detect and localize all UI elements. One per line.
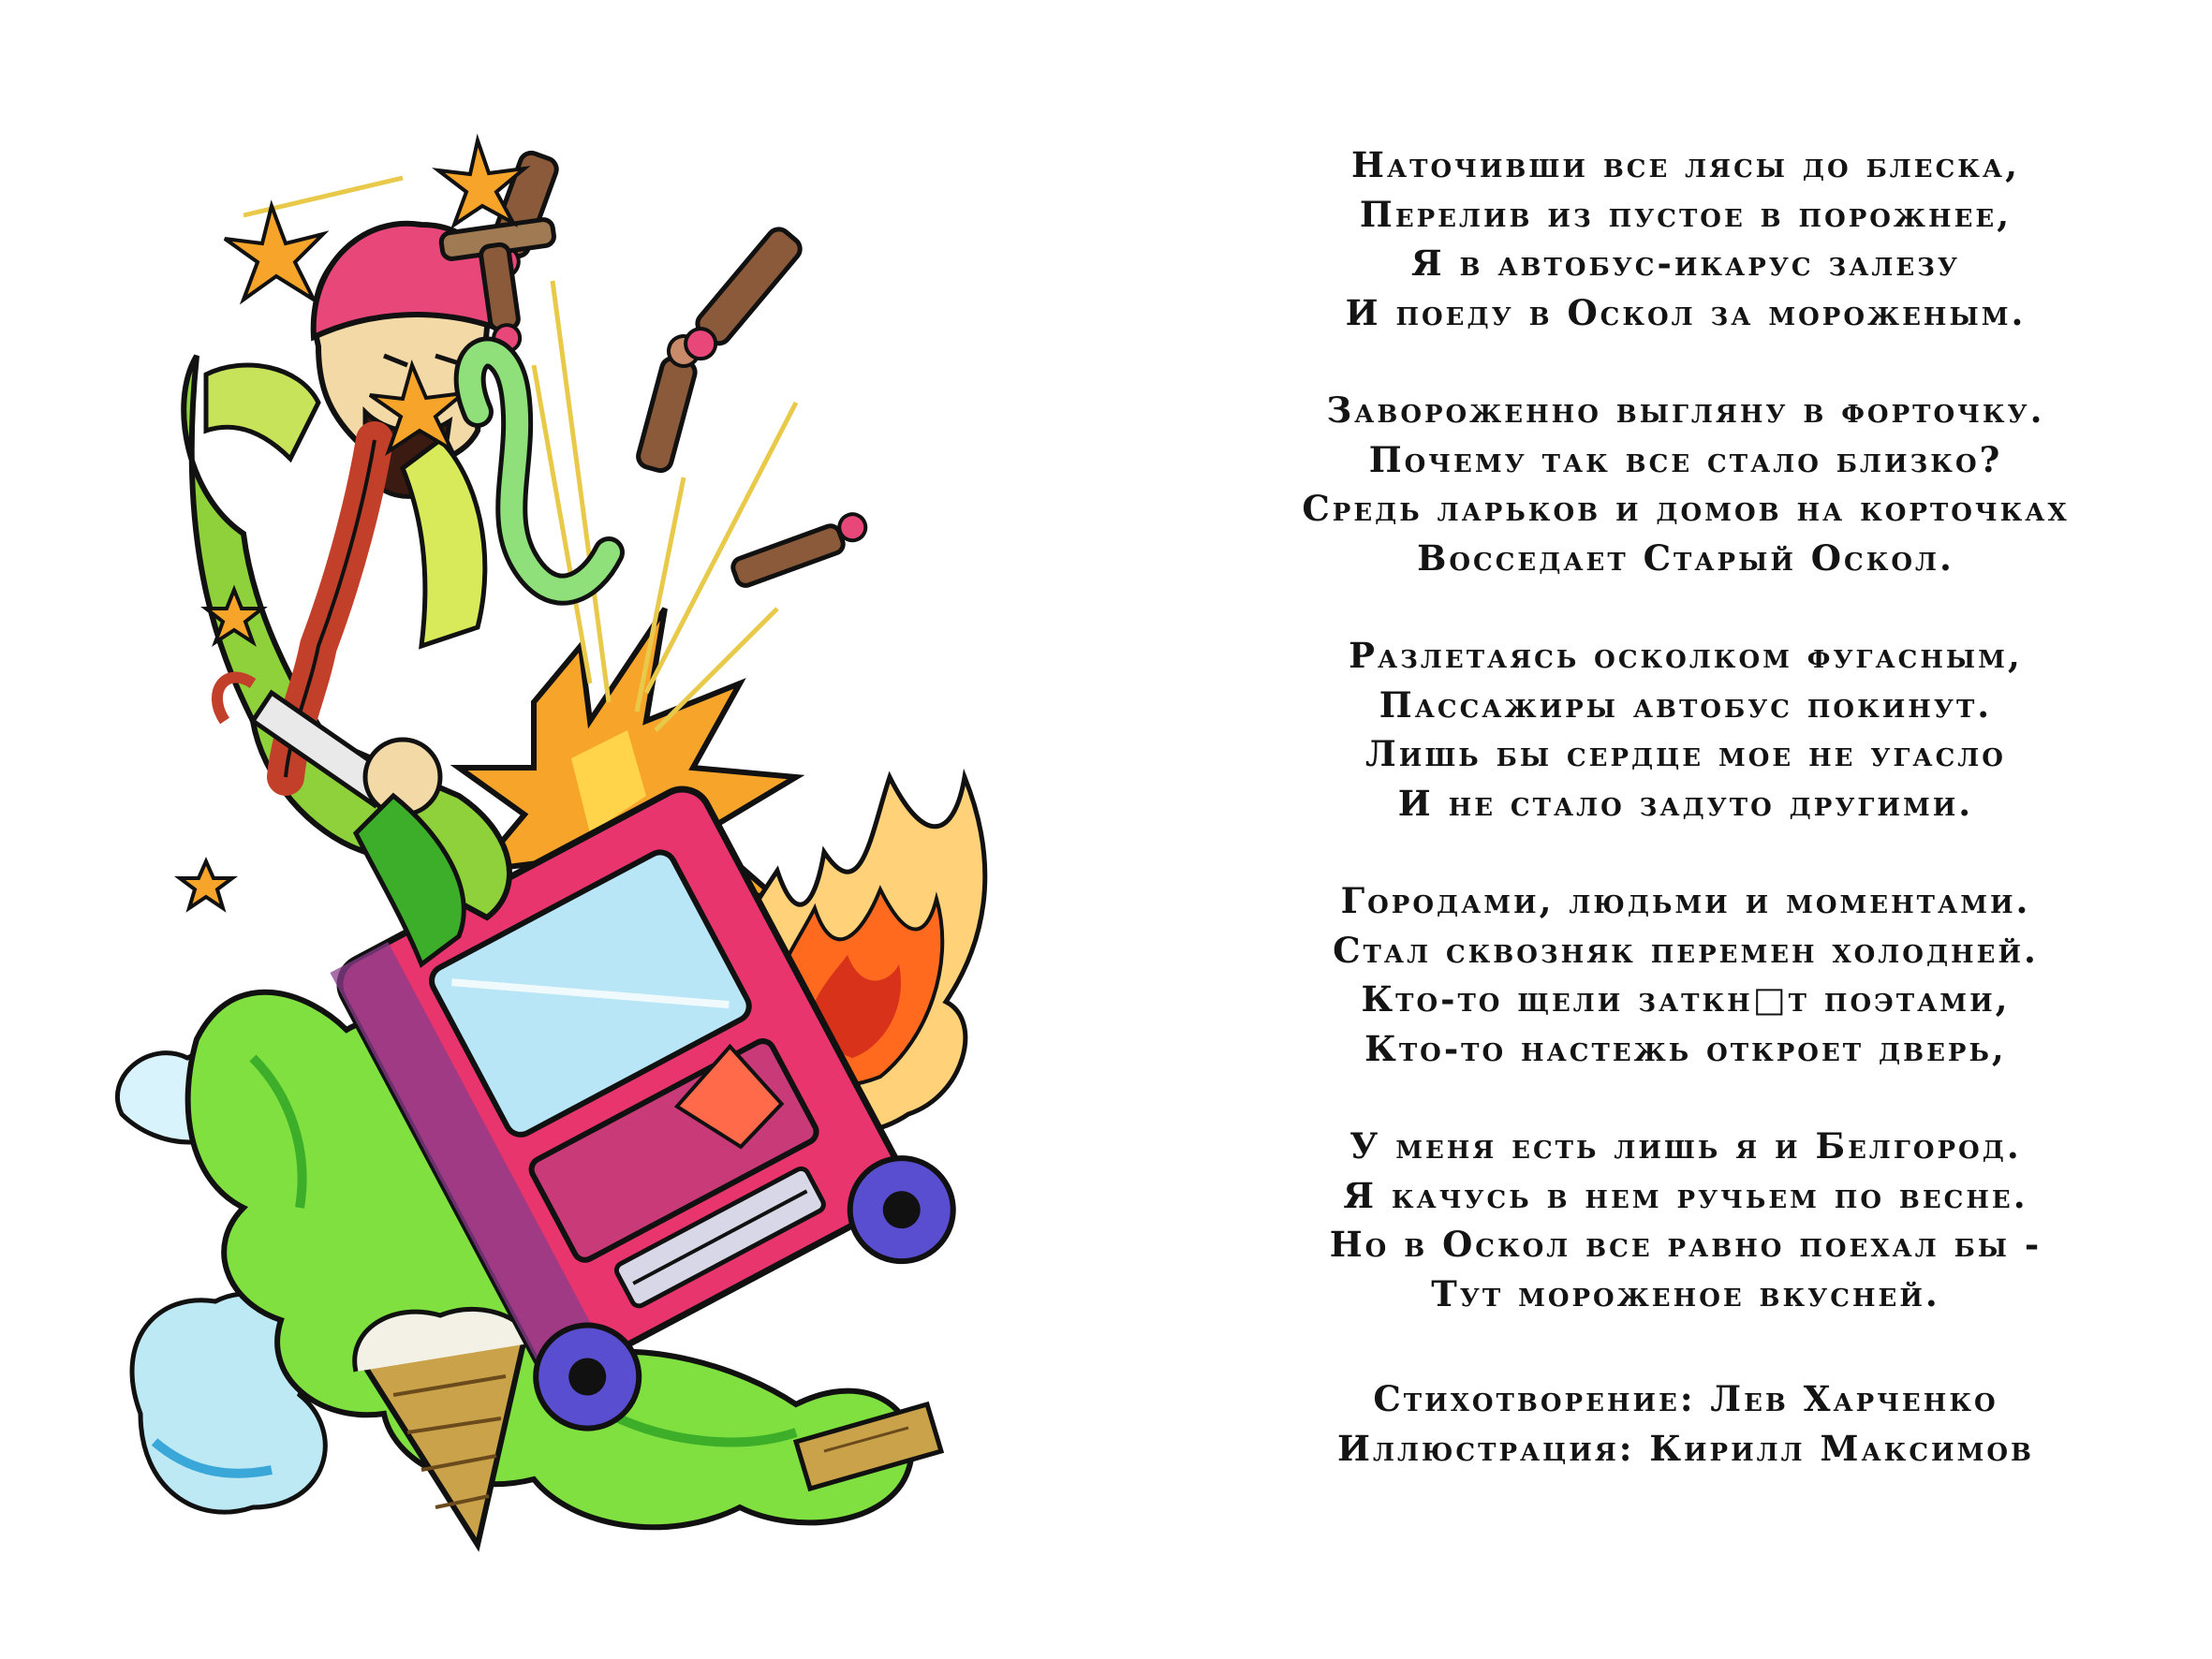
poem-line: Разлетаясь осколком фугасным,: [1349, 635, 2023, 676]
poem-line: Кто-то настежь откроет дверь,: [1364, 1027, 2007, 1069]
poem-line: И поеду в Оскол за мороженым.: [1345, 291, 2027, 333]
stanza-1: [1208, 140, 2163, 337]
poem-line: И не стало задуто другими.: [1397, 782, 1974, 824]
poem-line: Лишь бы сердце мое не угасло: [1365, 733, 2006, 774]
poem-line: Перелив из пустое в порожнее,: [1359, 193, 2013, 235]
poem-line: Стал сквозняк перемен холодней.: [1333, 929, 2039, 971]
stanza-5: [1208, 1122, 2163, 1318]
stanza-3: [1208, 631, 2163, 828]
poem-line: Я качусь в нем ручьем по весне.: [1343, 1174, 2028, 1216]
credits: [1208, 1374, 2163, 1473]
poem-line: Кто-то щели заткн□т поэтами,: [1361, 978, 2011, 1020]
poem-line: У меня есть лишь я и Белгород.: [1349, 1125, 2022, 1167]
poem-line: Пассажиры автобус покинут.: [1379, 683, 1993, 726]
poem-line: Средь ларьков и домов на корточках: [1302, 488, 2070, 529]
poem-text: [1208, 140, 2163, 1473]
ice-cream-cone-icon: [355, 1309, 530, 1545]
poem-line: Но в Оскол все равно поехал бы -: [1329, 1224, 2042, 1265]
stanza-2: [1208, 386, 2163, 582]
poem-line: Восседает Старый Оскол.: [1417, 536, 1954, 579]
poem-line: Городами, людьми и моментами.: [1340, 880, 2031, 921]
poem-line: Почему так все стало близко?: [1368, 438, 2003, 480]
poem-author-credit: Стихотворение: Лев Харченко: [1373, 1378, 1998, 1419]
poem-line: Я в автобус-икарус залезу: [1410, 242, 1961, 284]
poem-line: Завороженно выгляну в форточку.: [1326, 389, 2045, 431]
stanza-4: [1208, 876, 2163, 1073]
illustrator-credit: Иллюстрация: Кирилл Максимов: [1337, 1427, 2034, 1469]
poem-line: Тут мороженое вкусней.: [1431, 1272, 1940, 1314]
poem-line: Наточивши все лясы до блеска,: [1350, 144, 2020, 185]
bus-explosion-illustration: [84, 122, 1161, 1582]
